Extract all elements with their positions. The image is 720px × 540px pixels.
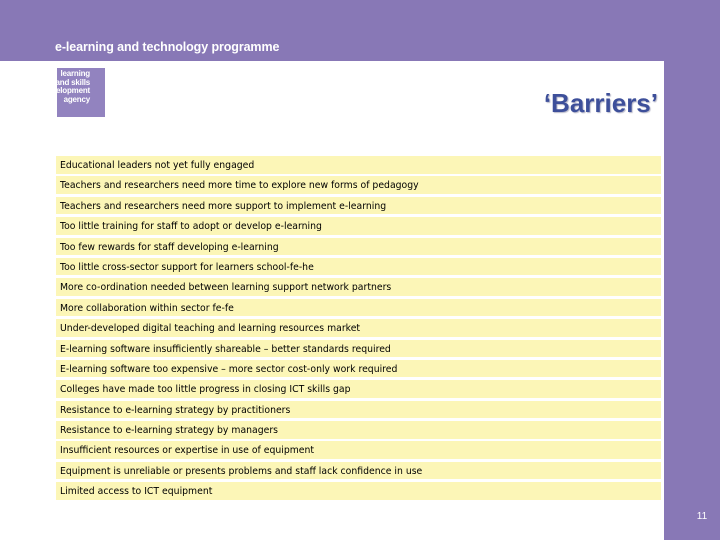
barrier-item: More collaboration within sector fe-fe: [56, 299, 661, 317]
barrier-item: E-learning software too expensive – more sector cost-only work required: [56, 360, 661, 378]
barrier-item: Colleges have made too little progress in closing ICT skills gap: [56, 380, 661, 398]
page-number: 11: [696, 511, 708, 522]
barrier-item: Limited access to ICT equipment: [56, 482, 661, 500]
barrier-item: Too little training for staff to adopt or develop e-learning: [56, 217, 661, 235]
barrier-item: E-learning software insufficiently shareable – better standards required: [56, 340, 661, 358]
barrier-item: More co-ordination needed between learning support network partners: [56, 278, 661, 296]
barrier-item: Under-developed digital teaching and learning resources market: [56, 319, 661, 337]
barrier-item: Resistance to e-learning strategy by practitioners: [56, 401, 661, 419]
logo-line: development: [42, 86, 90, 96]
barrier-item: Educational leaders not yet fully engaged: [56, 156, 661, 174]
agency-logo: [38, 68, 105, 117]
barrier-item: Insufficient resources or expertise in use of equipment: [56, 441, 661, 459]
logo-text: [43, 70, 90, 104]
barrier-item: Too little cross-sector support for learners school-fe-he: [56, 258, 661, 276]
logo-line: agency: [63, 94, 90, 104]
slide-title: ‘Barriers’: [543, 88, 658, 118]
logo-line: and skills: [55, 77, 90, 87]
barrier-list: [56, 156, 661, 503]
right-band: [664, 0, 720, 540]
barrier-item: Equipment is unreliable or presents problems and staff lack confidence in use: [56, 462, 661, 480]
barrier-item: Resistance to e-learning strategy by managers: [56, 421, 661, 439]
programme-title: e-learning and technology programme: [55, 40, 280, 54]
logo-line: learning: [60, 69, 90, 78]
barrier-item: Teachers and researchers need more time to explore new forms of pedagogy: [56, 176, 661, 194]
barrier-item: Teachers and researchers need more support to implement e-learning: [56, 197, 661, 215]
barrier-item: Too few rewards for staff developing e-learning: [56, 238, 661, 256]
